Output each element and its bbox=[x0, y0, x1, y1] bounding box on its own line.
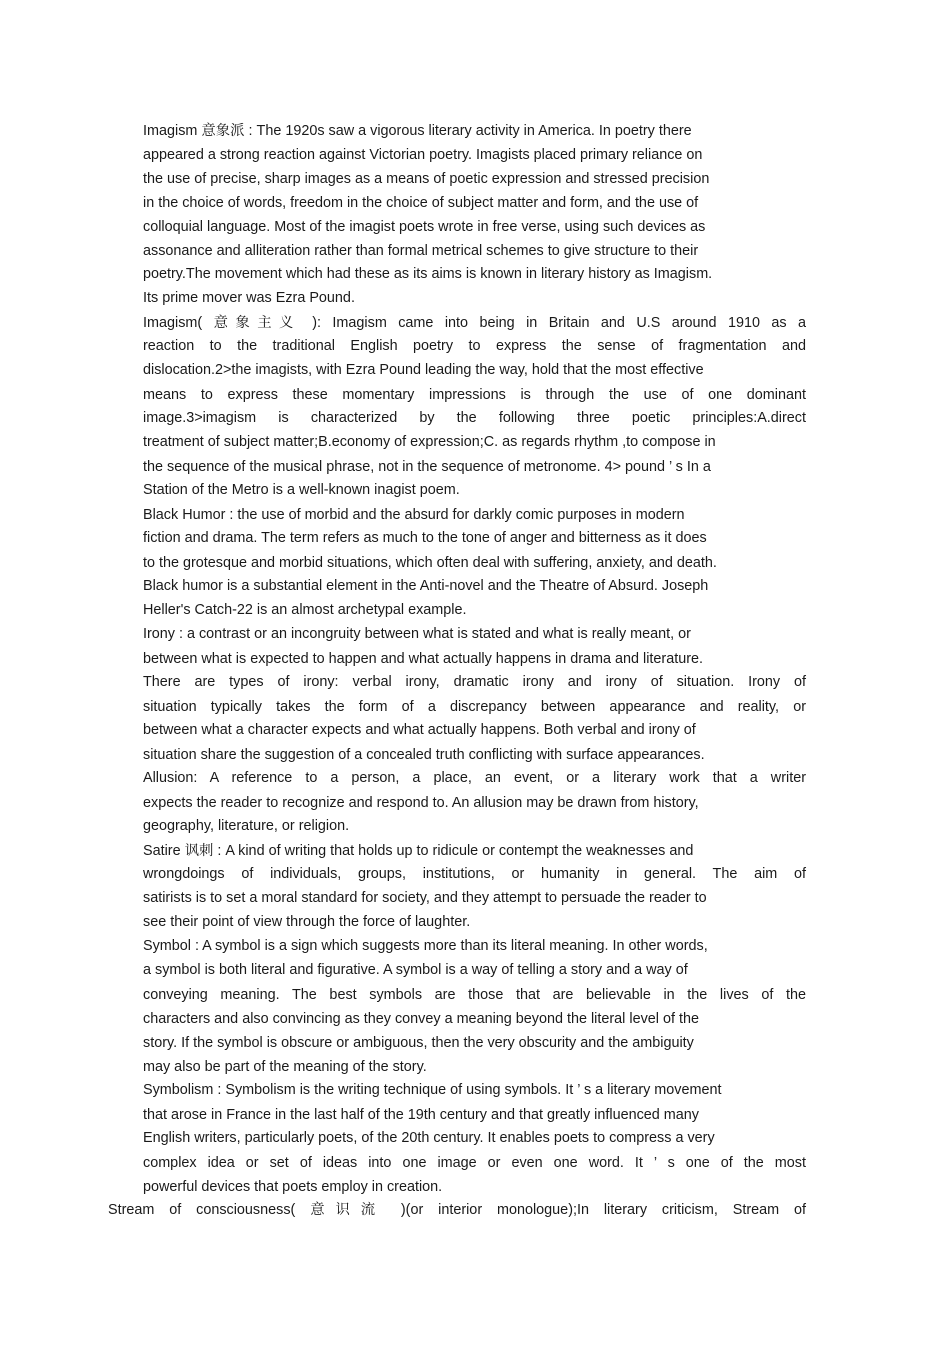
text-line: geography, literature, or religion. bbox=[143, 818, 350, 834]
text-line: Heller's Catch-22 is an almost archetypal example. bbox=[143, 602, 467, 618]
text-line: There are types of irony: verbal irony, dramatic irony and irony of situation. Irony of bbox=[143, 674, 806, 690]
text-line-imagism-principles: Imagism( 意象主义 ): Imagism came into being in Britain and U.S around 1910 as a bbox=[143, 315, 806, 331]
text-line: to the grotesque and morbid situations, which often deal with suffering, anxiety, and death. bbox=[143, 555, 717, 571]
text-line-symbol-definition: Symbol : A symbol is a sign which suggests more than its literal meaning. In other words, bbox=[143, 938, 708, 954]
text-line: colloquial language. Most of the imagist poets wrote in free verse, using such devices as bbox=[143, 219, 706, 235]
text-line: situation share the suggestion of a concealed truth conflicting with surface appearances. bbox=[143, 747, 705, 763]
text-line: Its prime mover was Ezra Pound. bbox=[143, 290, 355, 306]
text-line: conveying meaning. The best symbols are those that are believable in the lives of the bbox=[143, 987, 806, 1003]
text-line: reaction to the traditional English poetry to express the sense of fragmentation and bbox=[143, 338, 806, 354]
text-line: Station of the Metro is a well-known inagist poem. bbox=[143, 482, 460, 498]
text-line: fiction and drama. The term refers as much to the tone of anger and bitterness as it does bbox=[143, 530, 707, 546]
text-line: wrongdoings of individuals, groups, institutions, or humanity in general. The aim of bbox=[143, 866, 806, 882]
text-line: may also be part of the meaning of the story. bbox=[143, 1059, 427, 1075]
text-line: treatment of subject matter;B.economy of expression;C. as regards rhythm ,to compose in bbox=[143, 434, 716, 450]
text-line: satirists is to set a moral standard for society, and they attempt to persuade the reader to bbox=[143, 890, 707, 906]
text-line: poetry.The movement which had these as its aims is known in literary history as Imagism. bbox=[143, 266, 713, 282]
text-line-satire-definition: Satire 讽刺 : A kind of writing that holds up to ridicule or contempt the weaknesses and bbox=[143, 843, 694, 859]
text-line: complex idea or set of ideas into one image or even one word. It ’ s one of the most bbox=[143, 1155, 806, 1171]
text-line: that arose in France in the last half of the 19th century and that greatly influenced many bbox=[143, 1107, 699, 1123]
text-line-irony-definition: Irony : a contrast or an incongruity between what is stated and what is really meant, or bbox=[143, 626, 691, 642]
text-line-allusion-definition: Allusion: A reference to a person, a place, an event, or a literary work that a writer bbox=[143, 770, 806, 786]
text-line: powerful devices that poets employ in creation. bbox=[143, 1179, 443, 1195]
text-line: English writers, particularly poets, of the 20th century. It enables poets to compress a very bbox=[143, 1130, 715, 1146]
text-line: appeared a strong reaction against Victorian poetry. Imagists placed primary reliance on bbox=[143, 147, 703, 163]
text-line: image.3>imagism is characterized by the following three poetic principles:A.direct bbox=[143, 410, 806, 426]
text-line: dislocation.2>the imagists, with Ezra Pound leading the way, hold that the most effective bbox=[143, 362, 704, 378]
text-line: assonance and alliteration rather than formal metrical schemes to give structure to their bbox=[143, 243, 699, 259]
text-line: the use of precise, sharp images as a means of poetic expression and stressed precision bbox=[143, 171, 710, 187]
text-line: characters and also convincing as they convey a meaning beyond the literal level of the bbox=[143, 1011, 699, 1027]
text-line-black-humor-definition: Black Humor : the use of morbid and the absurd for darkly comic purposes in modern bbox=[143, 507, 685, 523]
text-line-imagism-definition: Imagism 意象派 : The 1920s saw a vigorous literary activity in America. In poetry there bbox=[143, 123, 692, 139]
text-line: expects the reader to recognize and respond to. An allusion may be drawn from history, bbox=[143, 795, 699, 811]
text-line: means to express these momentary impressions is through the use of one dominant bbox=[143, 387, 806, 403]
text-line-stream-of-consciousness: Stream of consciousness( 意识流 )(or interior monologue);In literary criticism, Stream of bbox=[108, 1202, 806, 1218]
text-line: between what is expected to happen and what actually happens in drama and literature. bbox=[143, 651, 704, 667]
text-line: see their point of view through the force of laughter. bbox=[143, 914, 471, 930]
text-line: the sequence of the musical phrase, not in the sequence of metronome. 4> pound ’ s In a bbox=[143, 459, 711, 475]
text-line: Black humor is a substantial element in the Anti-novel and the Theatre of Absurd. Joseph bbox=[143, 578, 709, 594]
text-line-symbolism-definition: Symbolism : Symbolism is the writing technique of using symbols. It ’ s a literary movement bbox=[143, 1082, 722, 1098]
text-line: in the choice of words, freedom in the choice of subject matter and form, and the use of bbox=[143, 195, 699, 211]
text-line: situation typically takes the form of a discrepancy between appearance and reality, or bbox=[143, 699, 806, 715]
text-line: story. If the symbol is obscure or ambiguous, then the very obscurity and the ambiguity bbox=[143, 1035, 694, 1051]
text-line: between what a character expects and what actually happens. Both verbal and irony of bbox=[143, 722, 696, 738]
text-line: a symbol is both literal and figurative. A symbol is a way of telling a story and a way of bbox=[143, 962, 688, 978]
